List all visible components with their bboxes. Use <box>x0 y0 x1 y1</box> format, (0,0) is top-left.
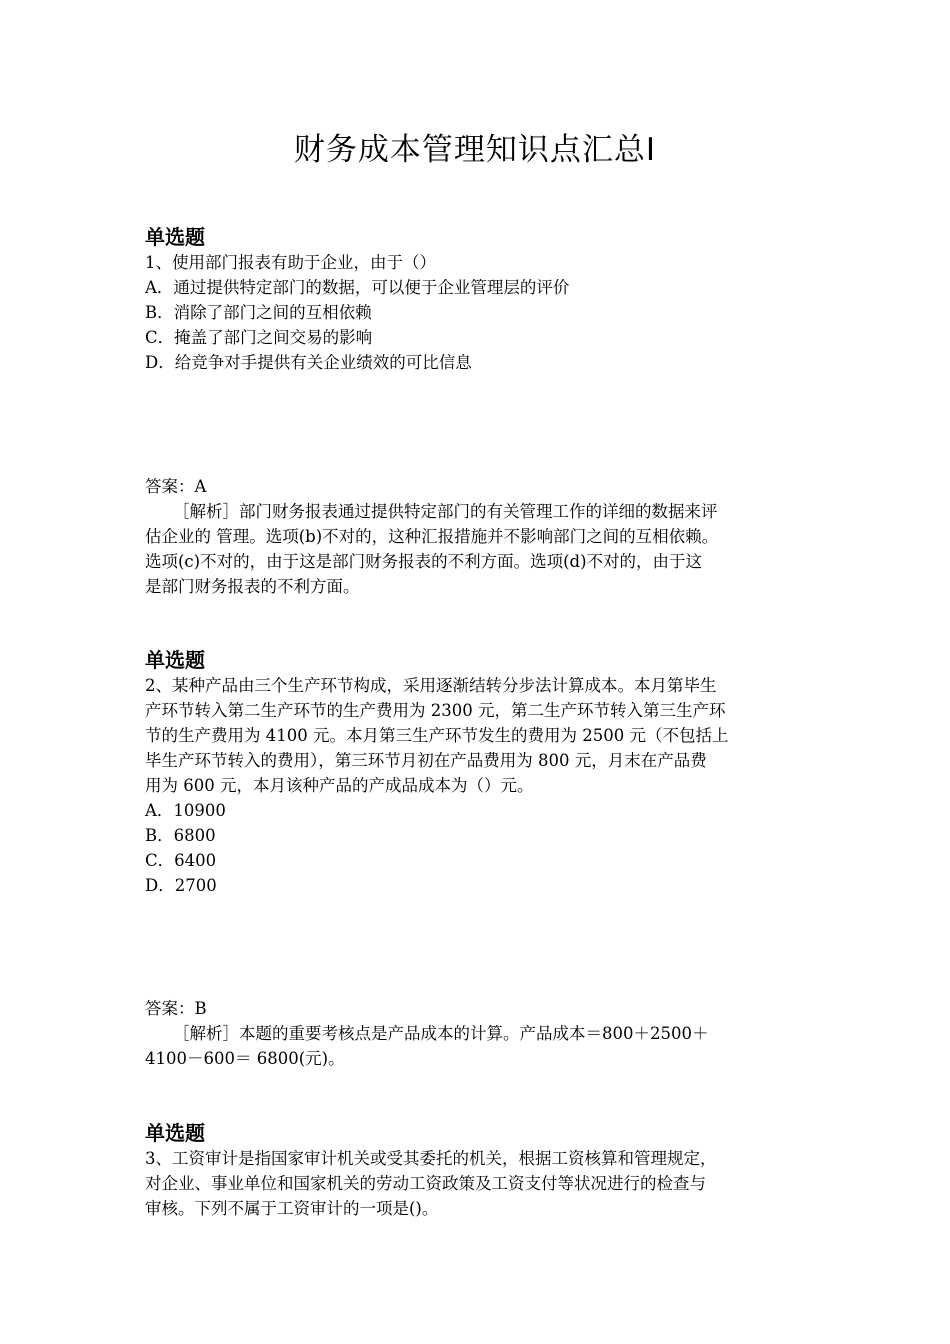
question-2 <box>145 647 815 898</box>
analysis-line: 4100－600＝ 6800(元)。 <box>145 1049 345 1068</box>
question-stem-line: 产环节转入第二生产环节的生产费用为 2300 元，第二生产环节转入第三生产环 <box>145 701 726 720</box>
question-1-answer-section <box>145 474 815 599</box>
question-stem-line: 2、某种产品由三个生产环节构成，采用逐渐结转分步法计算成本。本月第毕生 <box>145 676 717 695</box>
question-stem-line: 3、工资审计是指国家审计机关或受其委托的机关，根据工资核算和管理规定， <box>145 1149 717 1168</box>
analysis-line: ［解析］本题的重要考核点是产品成本的计算。产品成本＝800＋2500＋ <box>173 1024 709 1043</box>
option-b: B．6800 <box>145 826 216 845</box>
option-a: A．10900 <box>145 801 226 820</box>
option-b: B．消除了部门之间的互相依赖 <box>145 303 372 322</box>
question-type-heading: 单选题 <box>145 1121 205 1145</box>
option-d: D．给竞争对手提供有关企业绩效的可比信息 <box>145 353 472 372</box>
question-3 <box>145 1120 815 1221</box>
option-c: C．6400 <box>145 851 217 870</box>
option-d: D．2700 <box>145 876 217 895</box>
question-type-heading: 单选题 <box>145 648 205 672</box>
analysis-line: ［解析］部门财务报表通过提供特定部门的有关管理工作的详细的数据来评 <box>173 502 718 521</box>
question-type-heading: 单选题 <box>145 225 205 249</box>
document-title: 财务成本管理知识点汇总Ⅰ <box>293 132 657 168</box>
question-stem-line: 毕生产环节转入的费用），第三环节月初在产品费用为 800 元，月末在产品费 <box>145 751 707 770</box>
analysis-line: 是部门财务报表的不利方面。 <box>145 577 360 596</box>
question-stem-line: 节的生产费用为 4100 元。本月第三生产环节发生的费用为 2500 元（不包括上 <box>145 726 729 745</box>
question-1 <box>145 224 815 375</box>
analysis-line: 选项(c)不对的，由于这是部门财务报表的不利方面。选项(d)不对的，由于这 <box>145 552 703 571</box>
option-c: C．掩盖了部门之间交易的影响 <box>145 328 373 347</box>
question-stem: 1、使用部门报表有助于企业，由于（） <box>145 253 436 272</box>
question-2-answer-section <box>145 996 815 1071</box>
question-stem-line: 对企业、事业单位和国家机关的劳动工资政策及工资支付等状况进行的检查与 <box>145 1174 706 1193</box>
option-a: A．通过提供特定部门的数据，可以便于企业管理层的评价 <box>145 278 570 297</box>
answer-text: 答案：A <box>145 477 207 496</box>
question-stem-line: 用为 600 元，本月该种产品的产成品成本为（）元。 <box>145 776 534 795</box>
answer-text: 答案：B <box>145 999 207 1018</box>
question-stem-line: 审核。下列不属于工资审计的一项是()。 <box>145 1199 439 1218</box>
analysis-line: 估企业的 管理。选项(b)不对的，这种汇报措施并不影响部门之间的互相依赖。 <box>145 527 719 546</box>
